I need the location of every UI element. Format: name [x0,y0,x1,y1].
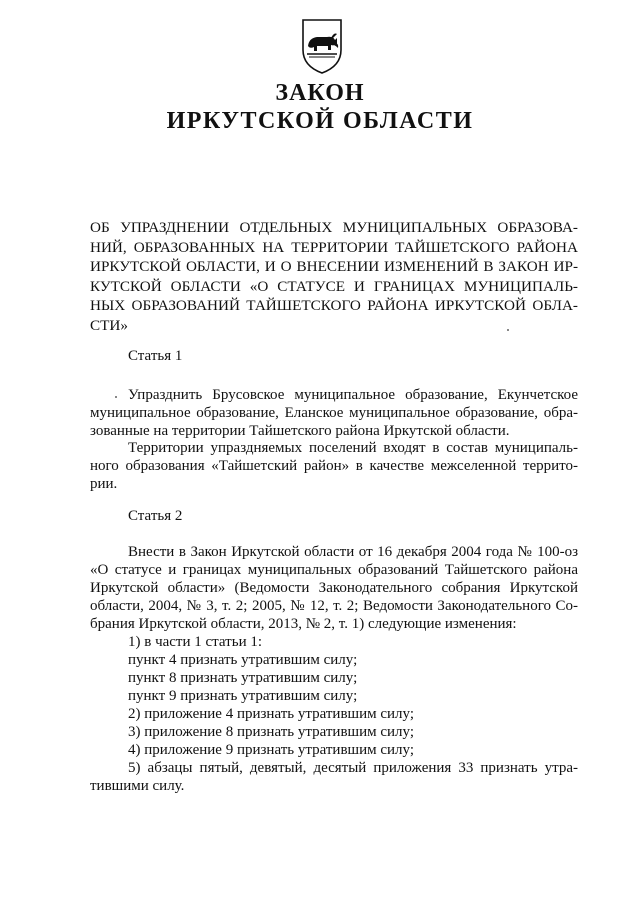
law-subject [90,218,578,336]
irkutsk-coat-of-arms-icon [297,16,347,76]
article-2-items [90,633,578,759]
list-item: тившими силу. [90,778,185,794]
scan-speck [115,396,117,398]
subject-line: НЫХ ОБРАЗОВАНИЙ ТАЙШЕТСКОГО РАЙОНА ИРКУТСКОЙ ОБЛА- [90,297,578,315]
list-item: 2) приложение 4 признать утратившим силу; [128,706,415,722]
list-item: пункт 9 признать утратившим силу; [128,688,358,704]
subject-line: ИРКУТСКОЙ ОБЛАСТИ, И О ВНЕСЕНИИ ИЗМЕНЕНИЙ В ЗАКОН ИР- [90,258,578,276]
list-item: 3) приложение 8 признать утратившим силу; [128,724,415,740]
law-title: ЗАКОН [275,80,365,106]
paragraph-line: брания Иркутской области, 2013, № 2, т. 1) следующие изменения: [90,616,517,632]
paragraph-line: Иркутской области» (Ведомости Законодательного собрания Иркутской [90,580,578,596]
paragraph-line: Упразднить Брусовское муниципальное образование, Екунчетское [128,387,578,403]
paragraph-line: ного образования «Тайшетский район» в качестве межселенной террито- [90,458,578,474]
paragraph-line: Внести в Закон Иркутской области от 16 декабря 2004 года № 100-оз [128,544,578,560]
subject-line: СТИ» [90,316,128,334]
subject-line: НИЙ, ОБРАЗОВАННЫХ НА ТЕРРИТОРИИ ТАЙШЕТСКОГО РАЙОНА [90,238,578,256]
article-1-paragraph-2 [90,439,578,493]
list-item: пункт 4 признать утратившим силу; [128,652,358,668]
paragraph-line: Территории упраздняемых поселений входят в состав муниципаль- [128,440,578,456]
article-2-last-item [90,759,578,795]
scan-speck [507,329,509,331]
paragraph-line: муниципальное образование, Еланское муниципальное образование, обра- [90,405,578,421]
paragraph-line: зованные на территории Тайшетского района Иркутской области. [90,423,510,439]
subject-line: ОБ УПРАЗДНЕНИИ ОТДЕЛЬНЫХ МУНИЦИПАЛЬНЫХ ОБРАЗОВА- [90,219,578,236]
article-2-intro [90,543,578,633]
paragraph-line: рии. [90,476,118,492]
list-item: 1) в части 1 статьи 1: [128,634,263,650]
law-region: ИРКУТСКОЙ ОБЛАСТИ [166,108,474,134]
article-1-paragraph-1 [90,386,578,440]
article-2-heading: Статья 2 [128,508,183,524]
paragraph-line: области, 2004, № 3, т. 2; 2005, № 12, т. 2; Ведомости Законодательного Со- [90,598,578,614]
list-item: 4) приложение 9 признать утратившим силу; [128,742,415,758]
article-1-heading: Статья 1 [128,348,183,364]
list-item: пункт 8 признать утратившим силу; [128,670,358,686]
list-item: 5) абзацы пятый, девятый, десятый приложения 33 признать утра- [128,760,578,776]
subject-line: КУТСКОЙ ОБЛАСТИ «О СТАТУСЕ И ГРАНИЦАХ МУНИЦИПАЛЬ- [90,277,578,295]
paragraph-line: «О статусе и границах муниципальных образований Тайшетского района [90,562,578,578]
